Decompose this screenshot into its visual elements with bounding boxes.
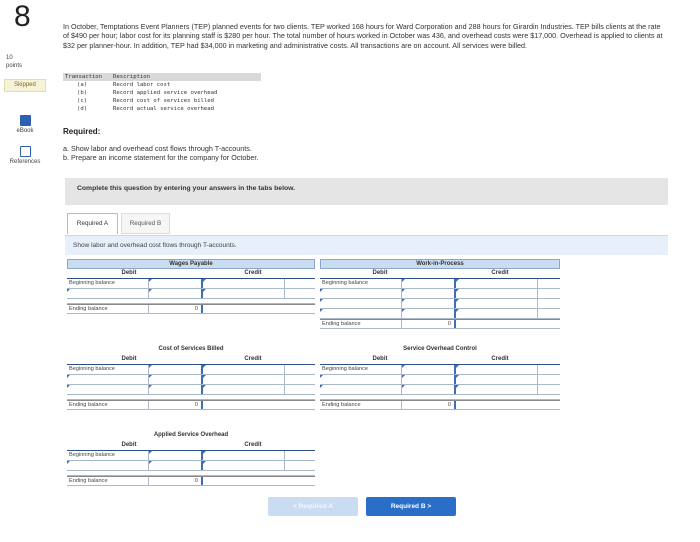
ending-balance-row <box>67 476 315 486</box>
transaction-desc: Record cost of services billed <box>113 98 215 104</box>
ending-balance-label: Ending balance <box>320 401 402 409</box>
tab-required-b[interactable]: Required B <box>121 213 170 234</box>
skipped-badge: Skipped <box>4 79 46 92</box>
beginning-balance-row <box>67 451 315 461</box>
transaction-code: (c) <box>77 98 88 104</box>
references-link[interactable] <box>4 146 46 165</box>
transaction-header: Transaction <box>63 73 111 81</box>
entry-row <box>67 461 315 471</box>
debit-account-input[interactable] <box>67 385 149 394</box>
credit-account-input[interactable] <box>203 289 285 298</box>
table-row <box>63 105 261 113</box>
credit-account-input[interactable] <box>203 451 285 460</box>
beginning-balance-row <box>67 365 315 375</box>
transaction-code: (a) <box>77 82 88 88</box>
beginning-balance-row <box>67 279 315 289</box>
credit-account-input[interactable] <box>203 375 285 384</box>
debit-input[interactable] <box>149 289 203 298</box>
beginning-balance-label: Beginning balance <box>67 365 149 374</box>
credit-account-input[interactable] <box>456 299 538 308</box>
entry-row <box>67 375 315 385</box>
debit-input[interactable] <box>402 375 456 384</box>
taccount-service-overhead-control <box>320 345 560 410</box>
ebook-label: eBook <box>16 128 34 134</box>
debit-input[interactable] <box>402 279 456 288</box>
ending-balance-value: 0 <box>402 401 456 409</box>
entry-row <box>320 309 560 319</box>
question-number: 8 <box>14 0 31 33</box>
ending-balance-value: 0 <box>149 477 203 485</box>
references-icon <box>20 146 31 157</box>
taccount-cost-of-services-billed <box>67 345 315 410</box>
table-row <box>63 89 261 97</box>
ebook-link[interactable] <box>4 115 46 134</box>
description-header: Description <box>111 73 261 81</box>
taccount-title: Applied Service Overhead <box>153 432 229 438</box>
debit-account-input[interactable] <box>320 385 402 394</box>
credit-account-input[interactable] <box>203 365 285 374</box>
ending-balance-value: 0 <box>149 401 203 409</box>
credit-input[interactable] <box>285 385 315 394</box>
credit-header: Credit <box>491 356 509 362</box>
credit-account-input[interactable] <box>203 385 285 394</box>
debit-input[interactable] <box>402 309 456 318</box>
credit-input[interactable] <box>285 365 315 374</box>
debit-account-input[interactable] <box>320 309 402 318</box>
transaction-desc: Record applied service overhead <box>113 90 218 96</box>
beginning-balance-label: Beginning balance <box>67 451 149 460</box>
table-row <box>63 97 261 105</box>
credit-header: Credit <box>244 270 262 276</box>
debit-account-input[interactable] <box>67 375 149 384</box>
instructions-banner: Complete this question by entering your answers in the tabs below. <box>65 178 668 205</box>
beginning-balance-row <box>320 365 560 375</box>
entry-row <box>320 385 560 395</box>
debit-input[interactable] <box>149 461 203 470</box>
taccount-title: Cost of Services Billed <box>158 346 224 352</box>
required-heading: Required: <box>63 127 101 136</box>
credit-input[interactable] <box>538 309 560 318</box>
debit-account-input[interactable] <box>67 289 149 298</box>
references-label: References <box>9 159 41 165</box>
beginning-balance-row <box>320 279 560 289</box>
taccount-title: Work-in-Process <box>320 259 560 269</box>
entry-row <box>320 375 560 385</box>
tab-required-a[interactable]: Required A <box>67 213 118 234</box>
credit-account-input[interactable] <box>456 279 538 288</box>
required-item-a: a. Show labor and overhead cost flows through T-accounts. <box>63 144 252 153</box>
points-value: 10 <box>6 55 13 61</box>
debit-input[interactable] <box>149 451 203 460</box>
taccount-wages-payable <box>67 259 315 314</box>
ending-balance-row <box>320 400 560 410</box>
ending-balance-row <box>67 304 315 314</box>
next-required-button[interactable]: Required B > <box>366 497 456 516</box>
credit-input[interactable] <box>538 365 560 374</box>
ending-balance-value: 0 <box>402 320 456 328</box>
points-label: points <box>6 63 23 69</box>
credit-account-input[interactable] <box>456 289 538 298</box>
credit-input[interactable] <box>538 289 560 298</box>
entry-row <box>320 289 560 299</box>
credit-input[interactable] <box>538 299 560 308</box>
entry-row <box>320 299 560 309</box>
required-list <box>63 144 258 162</box>
points-indicator <box>6 54 22 70</box>
debit-input[interactable] <box>402 299 456 308</box>
debit-input[interactable] <box>402 385 456 394</box>
credit-input[interactable] <box>538 385 560 394</box>
table-row <box>63 81 261 89</box>
tab-instruction: Show labor and overhead cost flows through T-accounts. <box>65 235 668 255</box>
credit-header: Credit <box>491 270 509 276</box>
transaction-desc: Record actual service overhead <box>113 106 215 112</box>
required-item-b: b. Prepare an income statement for the company for October. <box>63 153 259 162</box>
debit-account-input[interactable] <box>320 375 402 384</box>
credit-input[interactable] <box>285 451 315 460</box>
debit-input[interactable] <box>149 365 203 374</box>
credit-account-input[interactable] <box>203 279 285 288</box>
debit-account-input[interactable] <box>67 461 149 470</box>
ending-balance-row <box>67 400 315 410</box>
debit-account-input[interactable] <box>320 299 402 308</box>
taccount-applied-service-overhead <box>67 431 315 486</box>
entry-row <box>67 385 315 395</box>
debit-header: Debit <box>121 270 137 276</box>
credit-input[interactable] <box>538 375 560 384</box>
credit-input[interactable] <box>285 461 315 470</box>
taccount-title: Service Overhead Control <box>403 346 477 352</box>
credit-account-input[interactable] <box>456 309 538 318</box>
debit-input[interactable] <box>149 385 203 394</box>
debit-header: Debit <box>121 442 137 448</box>
credit-account-input[interactable] <box>203 461 285 470</box>
ending-balance-label: Ending balance <box>320 320 402 328</box>
transaction-code: (b) <box>77 90 88 96</box>
transaction-desc: Record labor cost <box>113 82 171 88</box>
beginning-balance-label: Beginning balance <box>320 279 402 288</box>
credit-account-input[interactable] <box>456 365 538 374</box>
debit-header: Debit <box>372 356 388 362</box>
debit-input[interactable] <box>402 289 456 298</box>
ebook-icon <box>20 115 31 126</box>
transaction-code: (d) <box>77 106 88 112</box>
debit-input[interactable] <box>149 375 203 384</box>
credit-account-input[interactable] <box>456 375 538 384</box>
debit-header: Debit <box>372 270 388 276</box>
beginning-balance-label: Beginning balance <box>67 279 149 288</box>
prev-required-button[interactable]: < Required A <box>268 497 358 516</box>
ending-balance-label: Ending balance <box>67 305 149 313</box>
ending-balance-row <box>320 319 560 329</box>
ending-balance-label: Ending balance <box>67 401 149 409</box>
taccount-title: Wages Payable <box>67 259 315 269</box>
credit-input[interactable] <box>285 375 315 384</box>
ending-balance-value: 0 <box>149 305 203 313</box>
beginning-balance-label: Beginning balance <box>320 365 402 374</box>
problem-text: In October, Temptations Event Planners (TEP) planned events for two clients. TEP worked 168 hours for Ward Corporation and 288 hours for Girardin Industries. TEP bills clients at the rate of $490 per hour; labor cost for its planning staff is $280 per hour. The total number of hours worked in October was 436, and overhead costs were $17,000. Overhead is applied to clients at $32 per planner-hour. In addition, TEP had $34,000 in marketing and administrative costs. All transactions are on account. All services were billed. <box>63 22 663 50</box>
credit-input[interactable] <box>285 279 315 288</box>
transaction-table <box>63 73 261 113</box>
ending-balance-label: Ending balance <box>67 477 149 485</box>
debit-input[interactable] <box>149 279 203 288</box>
debit-header: Debit <box>121 356 137 362</box>
credit-input[interactable] <box>538 279 560 288</box>
debit-input[interactable] <box>402 365 456 374</box>
debit-account-input[interactable] <box>320 289 402 298</box>
entry-row <box>67 289 315 299</box>
credit-account-input[interactable] <box>456 385 538 394</box>
taccount-work-in-process <box>320 259 560 329</box>
credit-header: Credit <box>244 356 262 362</box>
credit-input[interactable] <box>285 289 315 298</box>
credit-header: Credit <box>244 442 262 448</box>
